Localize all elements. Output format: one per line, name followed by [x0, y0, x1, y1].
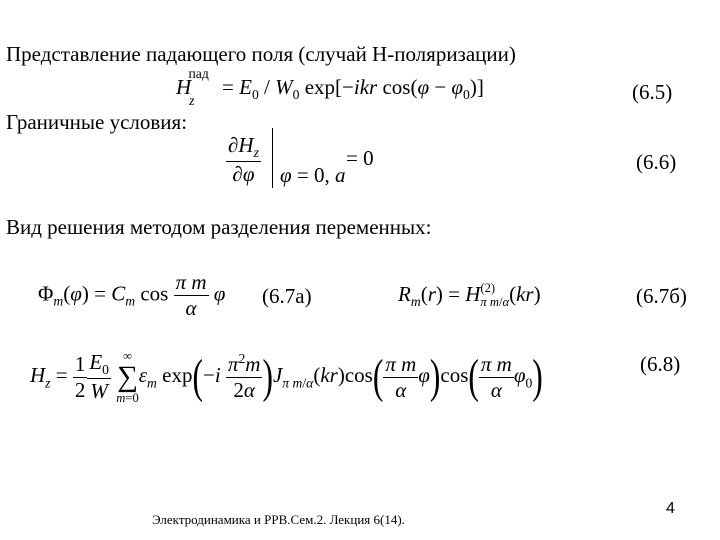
equation-number-6-7a: (6.7а)	[262, 284, 312, 308]
heading-separation-of-variables: Вид решения методом разделения переменных:	[6, 215, 432, 239]
equation-6-6-evaluation-bar	[272, 128, 273, 188]
equation-number-6-6: (6.6)	[636, 150, 677, 174]
equation-number-6-8: (6.8)	[640, 352, 681, 376]
equation-6-6: $\frac{\partial H_z}{\partial\varphi}$	[228, 133, 259, 187]
equation-6-7b: $R_m(r) = H$ (2) π m/α (kr)	[398, 281, 541, 310]
equation-6-6-rhs: = 0	[346, 146, 374, 170]
equation-6-6-condition: φ = 0, a	[280, 163, 346, 187]
equation-number-6-7b: (6.7б)	[636, 284, 687, 308]
equation-6-5: $H_z^{пад} = E_0 / W_0$ exp[−ikr $\cos(\varphi - \varphi_0)$]	[176, 66, 484, 109]
equation-number-6-5: (6.5)	[632, 80, 673, 104]
equation-6-7a: $\Phi_m(\varphi) = C_m$ cos $\frac{\text{π m}}{\alpha}$ φ	[38, 270, 226, 320]
equation-6-8: $H_z$ = $\frac{1}{2}$ $\frac{E_0}{W}$ ∞ ∑ m=0 $\varepsilon_m$ exp(−i $\frac{\pi^2m}{2\alpha}$ )$J_{\pi m/\alpha}(kr)\cos$( $\frac{\text{π m}}{\alpha}$ φ)cos( $\frac{\text{π m}}{\alpha}$ $\varphi_0$)	[30, 349, 543, 405]
heading-incident-field: Представление падающего поля (случай H-поляризации)	[6, 42, 516, 66]
page-number: 4	[666, 500, 675, 517]
heading-boundary-conditions: Граничные условия:	[6, 110, 188, 134]
footer: Электродинамика и РРВ.Сем.2. Лекция 6(14).	[152, 512, 405, 527]
